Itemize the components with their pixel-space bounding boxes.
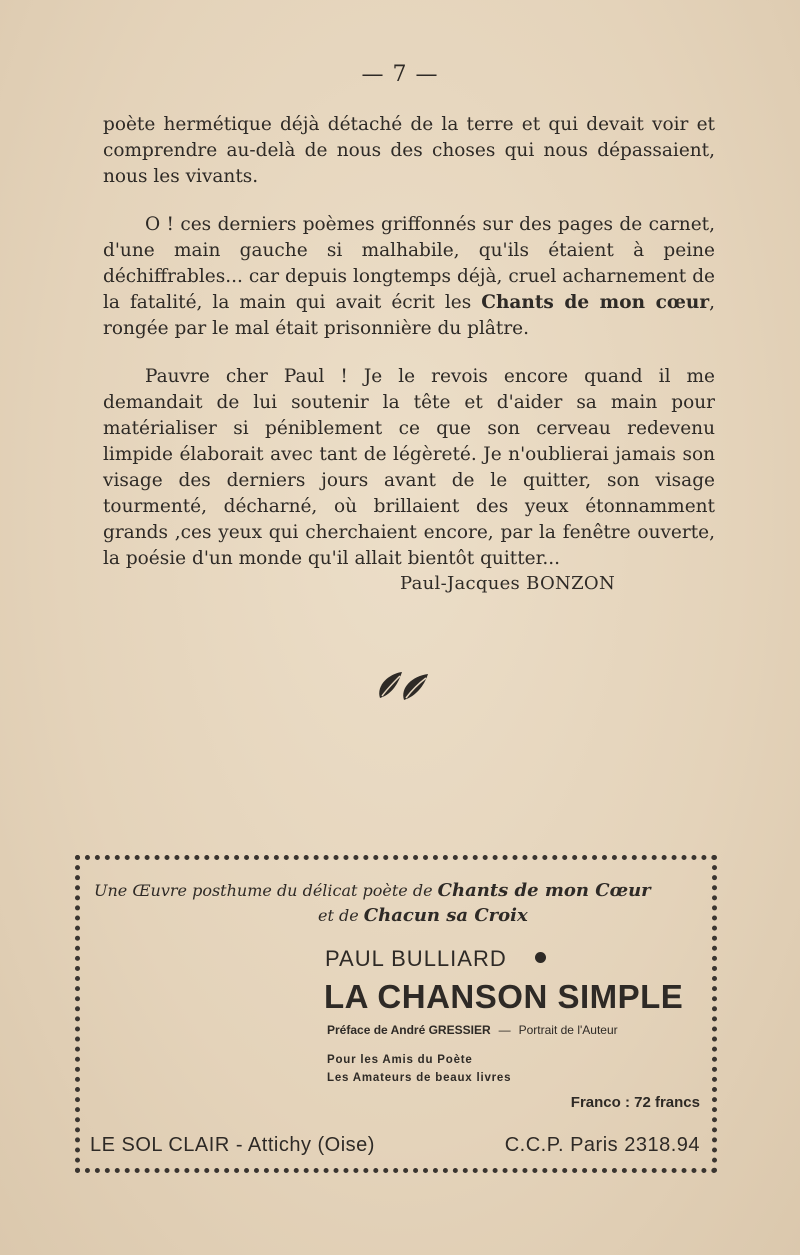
paragraph-2-end: , rongée par le mal était prisonnière du plâtre. bbox=[103, 292, 715, 339]
ad-amateurs: Les Amateurs de beaux livres bbox=[327, 1072, 512, 1084]
ad-separator: — bbox=[498, 1023, 511, 1037]
text-body bbox=[103, 112, 715, 594]
advertisement-box bbox=[75, 855, 717, 1173]
ad-preface bbox=[327, 1023, 618, 1037]
leaf-ornament-icon bbox=[374, 668, 434, 704]
ad-book-chacun: Chacun sa Croix bbox=[363, 905, 528, 926]
ad-book-chants: Chants de mon Cœur bbox=[437, 880, 651, 901]
paragraph-3: Pauvre cher Paul ! Je le revois encore quand il me demandait de lui soutenir la tête et d'aider sa main pour matérialiser si péniblement ce que son cerveau redevenu limpide élaborait avec tant de légèreté. Je n'oublierai jamais son visage des derniers jours avant de le quitter, son visage tourmenté, décharné, où brillaient des yeux étonnamment grands ,ces yeux qui cherchaient encore, par la fenêtre ouverte, la poésie d'un monde qu'il allait bientôt quitter... bbox=[103, 366, 715, 569]
ad-portrait: Portrait de l'Auteur bbox=[518, 1023, 618, 1037]
ad-ccp: C.C.P. Paris 2318.94 bbox=[504, 1134, 700, 1156]
book-title-chants: Chants de mon cœur bbox=[481, 292, 710, 313]
signature: Paul-Jacques BONZON bbox=[400, 573, 616, 594]
ad-price: Franco : 72 francs bbox=[570, 1094, 700, 1111]
ad-preface-text: Préface de André GRESSIER bbox=[327, 1023, 491, 1037]
ad-line-2 bbox=[318, 905, 528, 926]
ad-author: PAUL BULLIARD bbox=[325, 946, 507, 971]
ad-publisher: LE SOL CLAIR - Attichy (Oise) bbox=[90, 1134, 375, 1156]
paragraph-2 bbox=[103, 212, 715, 342]
ad-line-2-text: et de bbox=[318, 906, 364, 925]
page-number: — 7 — bbox=[361, 62, 439, 87]
ad-title: LA CHANSON SIMPLE bbox=[324, 978, 684, 1015]
ad-amis: Pour les Amis du Poète bbox=[327, 1054, 473, 1066]
ad-line-1-text: Une Œuvre posthume du délicat poète de bbox=[94, 881, 438, 900]
ad-line-1 bbox=[94, 880, 651, 901]
bullet-icon bbox=[535, 952, 546, 963]
paragraph-2-start: O ! ces derniers poèmes griffonnés sur des pages de carnet, d'une main gauche si malhabile, qu'ils étaient à peine déchiffrables... car depuis longtemps déjà, cruel acharnement de la fatalité, la main qui avait écrit les bbox=[103, 214, 715, 313]
paragraph-1: poète hermétique déjà détaché de la terre et qui devait voir et comprendre au-delà de nous des choses qui nous dépassaient, nous les vivants. bbox=[103, 114, 715, 187]
